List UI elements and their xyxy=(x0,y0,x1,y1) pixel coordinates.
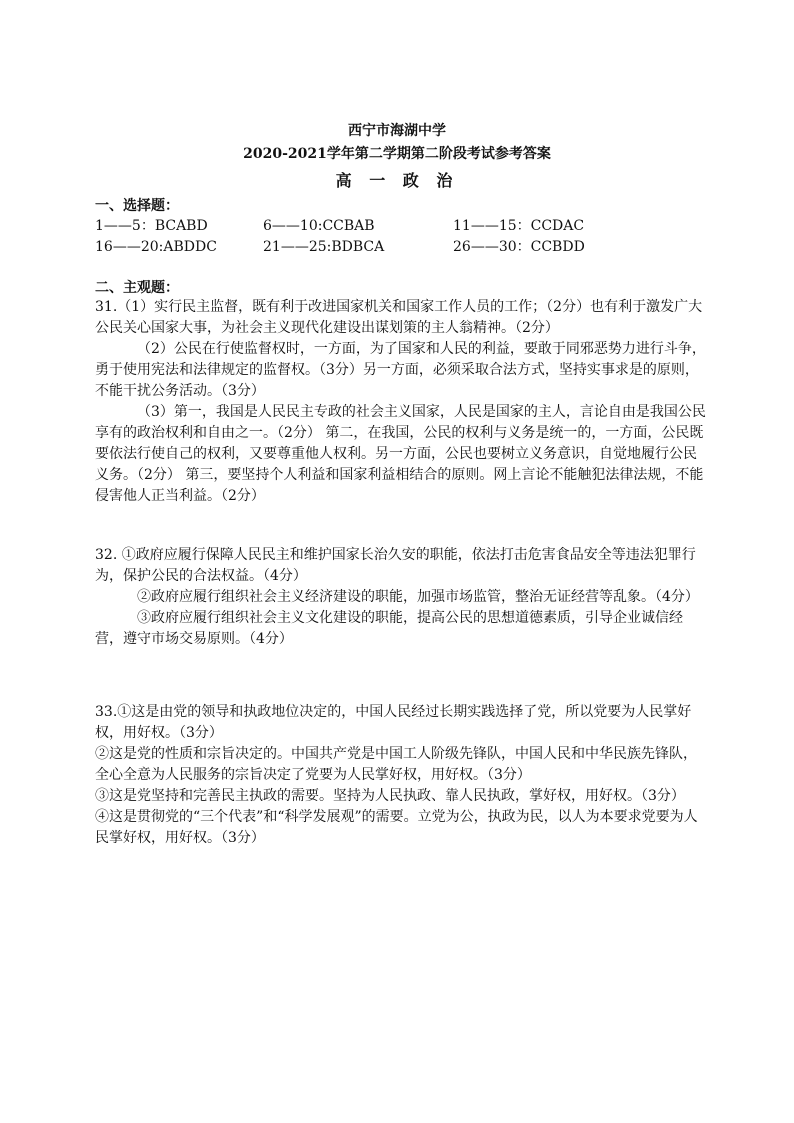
answer-cell: 16——20:ABDDC xyxy=(95,239,217,255)
answer-cell: 26——30：CCBDD xyxy=(453,239,585,255)
answer-cell: 21——25:BDBCA xyxy=(263,239,385,255)
exam-title: 2020-2021学年第二学期第二阶段考试参考答案 xyxy=(243,146,551,162)
answer-cell: 11——15：CCDAC xyxy=(453,218,585,234)
question-32 xyxy=(95,545,710,650)
school-name: 西宁市海湖中学 xyxy=(348,123,446,139)
q32-part1: 32. ①政府应履行保障人民民主和维护国家长治久安的职能，依法打击危害食品安全等违法犯罪行为，保护公民的合法权益。（4分） xyxy=(95,547,696,584)
q33-part1: 33.①这是由党的领导和执政地位决定的，中国人民经过长期实践选择了党，所以党要为人民掌好权，用好权。（3分） xyxy=(95,704,692,741)
question-33 xyxy=(95,702,710,849)
q31-part2: （2）公民在行使监督权时，一方面，为了国家和人民的利益，要敢于同邪恶势力进行斗争，勇于使用宪法和法律规定的监督权。（3分）另一方面，必须采取合法方式，坚持实事求是的原则，不能干扰公务活动。（3分） xyxy=(95,341,706,399)
q32-part2: ②政府应履行组织社会主义经济建设的职能，加强市场监管，整治无证经营等乱象。（4分） xyxy=(137,589,699,605)
section-choice-heading: 一、选择题： xyxy=(95,198,179,214)
answer-row xyxy=(95,237,710,258)
answer-cell: 6——10:CCBAB xyxy=(263,218,375,234)
question-31 xyxy=(95,297,710,507)
answer-row xyxy=(95,216,710,237)
q33-part2: ②这是党的性质和宗旨决定的。中国共产党是中国工人阶级先锋队，中国人民和中华民族先锋队，全心全意为人民服务的宗旨决定了党要为人民掌好权，用好权。（3分） xyxy=(95,746,697,783)
choice-answers xyxy=(95,216,710,258)
q31-part3: （3）第一，我国是人民民主专政的社会主义国家，人民是国家的主人，言论自由是我国公民享有的政治权利和自由之一。（2分） 第二，在我国，公民的权利与义务是统一的，一方面，公民既要依法行使自己的权利，又要尊重他人权利。另一方面，公民也要树立义务意识，自觉地履行公民义务。（2分） 第三，要坚持个人利益和国家利益相结合的原则。网上言论不能触犯法律法规，不能侵害他人正当利益。（2分） xyxy=(95,404,706,504)
section-subjective-heading: 二、主观题： xyxy=(95,280,179,296)
q31-part1: 31.（1）实行民主监督，既有利于改进国家机关和国家工作人员的工作；（2分）也有利于激发广大公民关心国家大事，为社会主义现代化建设出谋划策的主人翁精神。（2分） xyxy=(95,299,703,336)
q33-part3: ③这是党坚持和完善民主执政的需要。坚持为人民执政、靠人民执政，掌好权，用好权。（3分） xyxy=(95,788,685,804)
q32-part3: ③政府应履行组织社会主义文化建设的职能，提高公民的思想道德素质，引导企业诚信经营，遵守市场交易原则。（4分） xyxy=(95,610,683,647)
q33-part4: ④这是贯彻党的“三个代表”和“科学发展观”的需要。立党为公，执政为民，以人为本要求党要为人民掌好权，用好权。（3分） xyxy=(95,809,698,846)
answer-cell: 1——5：BCABD xyxy=(95,218,208,234)
subject-title: 高 一 政 治 xyxy=(335,171,459,190)
